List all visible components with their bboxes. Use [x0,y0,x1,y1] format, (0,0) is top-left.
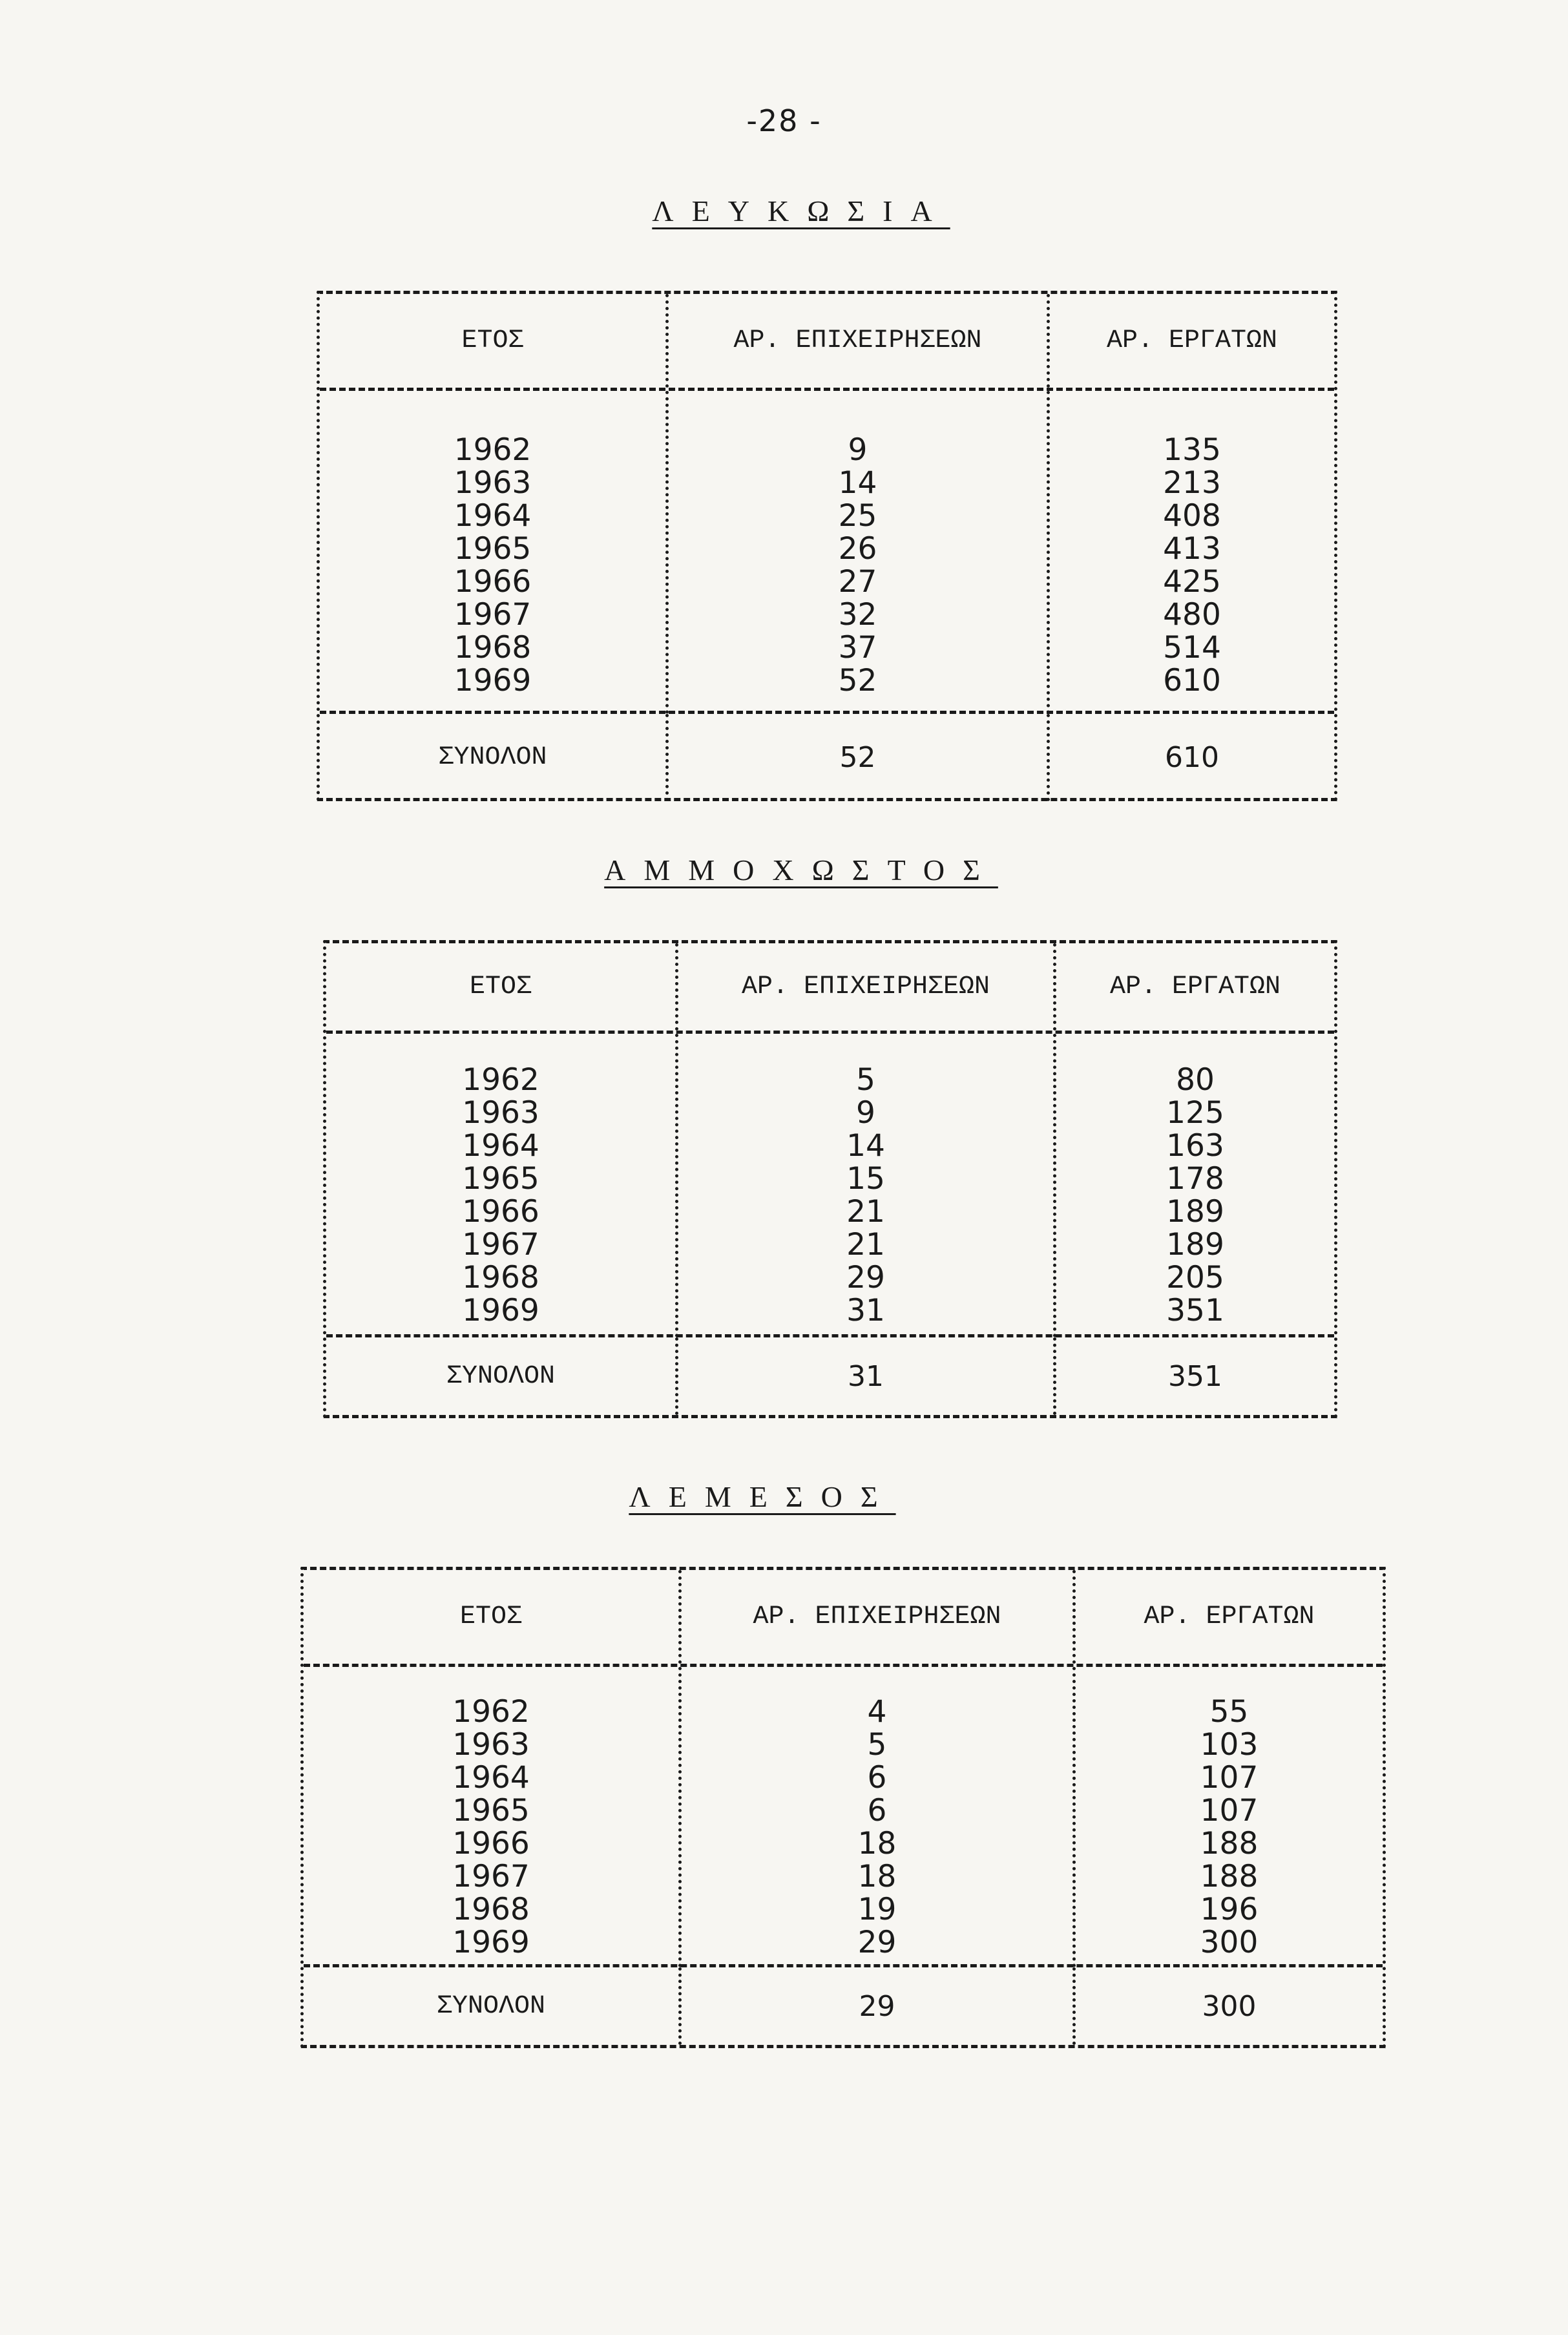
businesses-cell: 27 [838,564,877,600]
data-table [300,1567,1386,2048]
businesses-cell: 21 [846,1227,885,1262]
section-title: ΛΕΥΚΩΣΙΑ [652,194,950,227]
workers-cell: 425 [1163,564,1221,600]
businesses-cell: 52 [838,663,877,698]
year-cell: 1967 [452,1858,530,1894]
year-cell: 1967 [462,1227,539,1262]
year-cell: 1962 [462,1062,539,1098]
workers-column [1076,1667,1383,1967]
businesses-cell: 15 [846,1161,885,1197]
businesses-cell: 32 [838,597,877,633]
businesses-cell: 21 [846,1194,885,1230]
year-cell: 1967 [454,597,532,633]
year-cell: 1968 [454,630,532,665]
year-cell: 1969 [454,663,532,698]
businesses-cell: 4 [867,1693,887,1730]
total-businesses: 29 [682,1967,1076,2045]
section-title: ΛΕΜΕΣΟΣ [629,1480,896,1513]
table-header [320,294,1334,391]
total-row [304,1964,1383,2045]
year-cell: 1964 [454,498,532,534]
businesses-cell: 14 [846,1128,885,1164]
workers-cell: 178 [1166,1161,1224,1197]
businesses-cell: 9 [848,432,868,468]
header-businesses: ΑΡ. ΕΠΙΧΕΙΡΗΣΕΩΝ [669,294,1050,388]
businesses-column [669,391,1050,714]
data-table [323,940,1337,1418]
header-year: ΕΤΟΣ [304,1570,682,1664]
workers-cell: 55 [1209,1693,1249,1730]
workers-cell: 107 [1200,1759,1259,1796]
year-column [320,391,669,714]
header-year: ΕΤΟΣ [320,294,669,388]
businesses-cell: 37 [838,630,877,665]
workers-cell: 107 [1200,1792,1259,1828]
businesses-cell: 19 [857,1891,897,1927]
table-header [326,943,1334,1034]
workers-cell: 80 [1176,1062,1215,1098]
workers-column [1056,1034,1334,1337]
total-workers: 351 [1168,1359,1222,1393]
workers-cell: 189 [1166,1227,1224,1262]
workers-cell: 351 [1166,1293,1224,1328]
header-year: ΕΤΟΣ [326,943,678,1031]
total-label: ΣΥΝΟΛΟΝ [326,1337,678,1415]
data-table [317,291,1337,801]
year-cell: 1965 [452,1792,530,1828]
workers-cell: 196 [1200,1891,1259,1927]
header-businesses: ΑΡ. ΕΠΙΧΕΙΡΗΣΕΩΝ [678,943,1056,1031]
year-cell: 1964 [462,1128,539,1164]
section-title: ΑΜΜΟΧΩΣΤΟΣ [604,853,998,886]
year-cell: 1965 [454,531,532,567]
businesses-column [682,1667,1076,1967]
table-header [304,1570,1383,1667]
workers-cell: 213 [1163,465,1221,501]
workers-cell: 125 [1166,1095,1224,1131]
workers-cell: 413 [1163,531,1221,567]
businesses-cell: 14 [838,465,877,501]
businesses-cell: 6 [867,1792,887,1828]
workers-cell: 610 [1163,663,1221,698]
year-cell: 1969 [452,1924,530,1960]
table-body [320,391,1334,714]
year-column [304,1667,682,1967]
total-row [320,711,1334,801]
table-body [304,1667,1383,1967]
workers-cell: 189 [1166,1194,1224,1230]
year-cell: 1965 [462,1161,539,1197]
businesses-cell: 26 [838,531,877,567]
total-workers: 610 [1165,741,1219,774]
businesses-column [678,1034,1056,1337]
workers-cell: 135 [1163,432,1221,468]
header-workers: ΑΡ. ΕΡΓΑΤΩΝ [1109,972,1281,1001]
businesses-cell: 5 [856,1062,875,1098]
total-businesses: 31 [678,1337,1056,1415]
workers-cell: 188 [1200,1858,1259,1894]
year-cell: 1964 [452,1759,530,1796]
businesses-cell: 6 [867,1759,887,1796]
businesses-cell: 18 [857,1858,897,1894]
businesses-cell: 31 [846,1293,885,1328]
year-cell: 1963 [462,1095,539,1131]
workers-column [1050,391,1334,714]
header-workers: ΑΡ. ΕΡΓΑΤΩΝ [1106,326,1278,355]
year-cell: 1966 [454,564,532,600]
year-cell: 1968 [452,1891,530,1927]
total-workers: 300 [1202,1989,1257,2023]
year-column [326,1034,678,1337]
workers-cell: 188 [1200,1825,1259,1861]
year-cell: 1969 [462,1293,539,1328]
year-cell: 1962 [452,1693,530,1730]
workers-cell: 300 [1200,1924,1259,1960]
workers-cell: 514 [1163,630,1221,665]
year-cell: 1966 [462,1194,539,1230]
total-label: ΣΥΝΟΛΟΝ [320,714,669,801]
workers-cell: 480 [1163,597,1221,633]
table-body [326,1034,1334,1337]
workers-cell: 408 [1163,498,1221,534]
year-cell: 1968 [462,1260,539,1295]
businesses-cell: 9 [856,1095,875,1131]
businesses-cell: 29 [857,1924,897,1960]
year-cell: 1963 [454,465,532,501]
year-cell: 1966 [452,1825,530,1861]
workers-cell: 103 [1200,1726,1259,1763]
businesses-cell: 18 [857,1825,897,1861]
workers-cell: 163 [1166,1128,1224,1164]
businesses-cell: 25 [838,498,877,534]
businesses-cell: 5 [867,1726,887,1763]
year-cell: 1962 [454,432,532,468]
total-businesses: 52 [669,714,1050,801]
year-cell: 1963 [452,1726,530,1763]
total-row [326,1334,1334,1415]
total-label: ΣΥΝΟΛΟΝ [304,1967,682,2045]
header-businesses: ΑΡ. ΕΠΙΧΕΙΡΗΣΕΩΝ [682,1570,1076,1664]
workers-cell: 205 [1166,1260,1224,1295]
page-number: -28 - [746,103,822,138]
businesses-cell: 29 [846,1260,885,1295]
header-workers: ΑΡ. ΕΡΓΑΤΩΝ [1144,1602,1315,1631]
